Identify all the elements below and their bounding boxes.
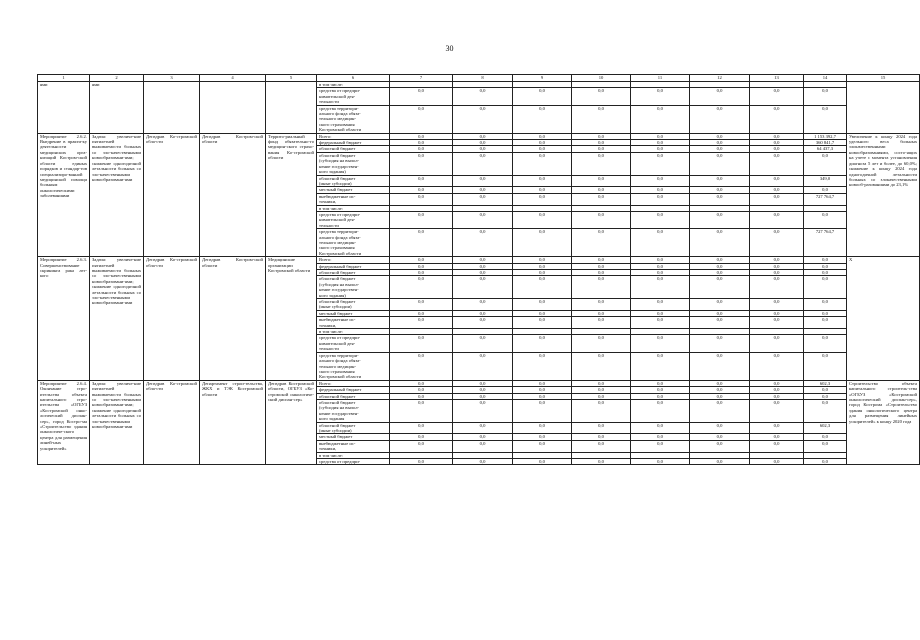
funding-value: 0,0 [572, 140, 631, 146]
col-number: 5 [266, 75, 317, 82]
funding-value: 0,0 [390, 459, 453, 465]
funding-value: 0,0 [572, 310, 631, 316]
funding-value: 0,0 [572, 459, 631, 465]
funding-value: 0,0 [690, 317, 750, 329]
col-number: 6 [317, 75, 390, 82]
funding-value: 0,0 [390, 440, 453, 452]
funding-value: 0,0 [804, 187, 847, 193]
funding-value: 0,0 [390, 335, 453, 352]
funding-value: 0,0 [453, 140, 513, 146]
funding-value: 0,0 [690, 380, 750, 386]
funding-source: средства территори- ального фонда обяза- тельного медицин- ского страхования Костромской области [317, 229, 390, 257]
col-number: 1 [38, 75, 90, 82]
funding-source: областной бюджет (иные субсидии) [317, 299, 390, 311]
page-number: 30 [445, 44, 454, 53]
funding-value: 0,0 [390, 211, 453, 228]
funding-value: 0,0 [453, 459, 513, 465]
measure-cell-c5: Депздрав Костромской области, ОГБУЗ «Ко-стромской онкологиче-ский диспан-сер» [266, 380, 317, 465]
funding-value: 0,0 [390, 193, 453, 205]
funding-source: местный бюджет [317, 310, 390, 316]
col-number: 9 [513, 75, 572, 82]
funding-value: 0,0 [804, 257, 847, 263]
funding-source: федеральный бюджет [317, 140, 390, 146]
funding-value: 0,0 [572, 133, 631, 139]
funding-value: 0,0 [631, 310, 690, 316]
funding-value: 0,0 [453, 105, 513, 133]
funding-value: 0,0 [453, 211, 513, 228]
funding-value: 0,0 [750, 335, 804, 352]
funding-value: 0,0 [690, 276, 750, 299]
funding-value: 0,0 [804, 317, 847, 329]
col-number: 14 [804, 75, 847, 82]
funding-value: 0,0 [750, 352, 804, 380]
funding-value: 0,0 [572, 422, 631, 434]
funding-value: 0,0 [804, 387, 847, 393]
funding-value: 0,0 [631, 299, 690, 311]
funding-value: 0,0 [804, 399, 847, 422]
funding-value: 0,0 [750, 434, 804, 440]
funding-value: 0,0 [631, 352, 690, 380]
funding-value: 0,0 [513, 193, 572, 205]
funding-value: 0,0 [804, 440, 847, 452]
funding-value: 0,0 [390, 175, 453, 187]
funding-value: 0,0 [631, 211, 690, 228]
funding-value: 0,0 [513, 270, 572, 276]
funding-value: 0,0 [690, 140, 750, 146]
funding-value: 0,0 [513, 257, 572, 263]
funding-value: 0,0 [804, 105, 847, 133]
funding-value: 0,0 [631, 434, 690, 440]
funding-value: 0,0 [390, 276, 453, 299]
funding-value: 0,0 [750, 257, 804, 263]
funding-source: Всего: [317, 133, 390, 139]
funding-value: 0,0 [390, 146, 453, 152]
funding-value: 0,0 [804, 299, 847, 311]
funding-value: 0,0 [750, 146, 804, 152]
funding-value: 0,0 [631, 399, 690, 422]
funding-value: 0,0 [513, 276, 572, 299]
funding-source: внебюджетные ис- точники, [317, 317, 390, 329]
funding-value: 0,0 [750, 310, 804, 316]
funding-value: 0,0 [390, 380, 453, 386]
funding-value: 0,0 [453, 310, 513, 316]
col-number: 8 [453, 75, 513, 82]
funding-value: 0,0 [690, 352, 750, 380]
funding-value: 0,0 [631, 440, 690, 452]
funding-value: 0,0 [804, 276, 847, 299]
funding-value: 0,0 [750, 422, 804, 434]
funding-value: 0,0 [750, 88, 804, 105]
funding-value: 0,0 [453, 175, 513, 187]
funding-value: 0,0 [690, 335, 750, 352]
funding-value: 1 153 392,7 [804, 133, 847, 139]
funding-value: 0,0 [453, 152, 513, 175]
funding-value: 0,0 [690, 187, 750, 193]
expected-result-cell: Увеличение к концу 2024 года удельного веса больных злокачественными новообразованиями, состо-ящих на учете с момента установления диагноза 5 лет и более, до 60,0%; снижение к концу 2024 года одногодичной летальности больных со злокачественными новооб-разованиями до 23,1% [847, 133, 920, 257]
funding-value: 0,0 [453, 146, 513, 152]
funding-source: в том числе: [317, 452, 390, 458]
funding-value: 0,0 [690, 393, 750, 399]
measure-cell-c4 [200, 82, 266, 134]
funding-value: 0,0 [572, 440, 631, 452]
funding-value: 0,0 [513, 335, 572, 352]
funding-value: 0,0 [631, 133, 690, 139]
funding-value: 0,0 [453, 399, 513, 422]
funding-value: 0,0 [690, 387, 750, 393]
funding-value: 0,0 [690, 175, 750, 187]
measure-cell-c5: Террито-риальный фонд обязательно-го медицин-ского страхо-вания Ко-стромской области [266, 133, 317, 257]
funding-value: 0,0 [453, 317, 513, 329]
funding-value: 0,0 [690, 193, 750, 205]
col-number: 7 [390, 75, 453, 82]
funding-value: 0,0 [572, 193, 631, 205]
measure-cell-c1: ями [38, 82, 90, 134]
funding-value: 0,0 [513, 440, 572, 452]
funding-source: областной бюджет (иные субсидии) [317, 175, 390, 187]
funding-value: 0,0 [453, 187, 513, 193]
funding-value: 0,0 [690, 257, 750, 263]
financing-table [37, 74, 920, 465]
funding-value: 0,0 [513, 152, 572, 175]
funding-value: 0,0 [750, 276, 804, 299]
funding-value: 0,0 [690, 88, 750, 105]
funding-value: 0,0 [572, 276, 631, 299]
funding-value: 0,0 [631, 459, 690, 465]
funding-source: средства территори- ального фонда обяза- тельного медицин- ского страхования Костромской области [317, 105, 390, 133]
funding-value: 0,0 [513, 399, 572, 422]
funding-source: областной бюджет (иные субсидии) [317, 422, 390, 434]
funding-value: 0,0 [804, 270, 847, 276]
funding-value: 0,0 [513, 88, 572, 105]
funding-value: 0,0 [750, 187, 804, 193]
col-number: 3 [144, 75, 200, 82]
funding-value: 0,0 [513, 146, 572, 152]
funding-value: 0,0 [572, 317, 631, 329]
measure-cell-c2: ями [90, 82, 144, 134]
funding-value: 0,0 [690, 299, 750, 311]
funding-value: 0,0 [690, 133, 750, 139]
funding-value: 727 764,7 [804, 193, 847, 205]
funding-value: 0,0 [750, 393, 804, 399]
funding-value: 0,0 [572, 299, 631, 311]
funding-value: 0,0 [804, 352, 847, 380]
funding-value: 0,0 [690, 211, 750, 228]
funding-value: 0,0 [804, 459, 847, 465]
funding-value: 0,0 [513, 105, 572, 133]
funding-value: 0,0 [750, 140, 804, 146]
funding-value: 0,0 [750, 105, 804, 133]
funding-source: местный бюджет [317, 434, 390, 440]
funding-value: 0,0 [631, 187, 690, 193]
funding-value: 0,0 [513, 229, 572, 257]
col-number: 4 [200, 75, 266, 82]
measure-cell-c3 [144, 82, 200, 134]
funding-value: 0,0 [750, 133, 804, 139]
funding-value: 0,0 [631, 146, 690, 152]
funding-source: Всего: [317, 380, 390, 386]
col-number: 2 [90, 75, 144, 82]
funding-value: 0,0 [572, 380, 631, 386]
funding-source: федеральный бюджет [317, 263, 390, 269]
funding-value: 0,0 [750, 299, 804, 311]
funding-value: 0,0 [513, 299, 572, 311]
funding-value: 0,0 [390, 393, 453, 399]
funding-source: средства территори- ального фонда обяза- тельного медицин- ского страхования Костромской области [317, 352, 390, 380]
funding-value: 0,0 [690, 399, 750, 422]
funding-value: 0,0 [631, 393, 690, 399]
funding-value: 0,0 [513, 387, 572, 393]
funding-value: 0,0 [631, 193, 690, 205]
funding-value: 0,0 [572, 229, 631, 257]
funding-value: 0,0 [513, 434, 572, 440]
funding-value: 0,0 [513, 263, 572, 269]
measure-cell-c5: Медицинские организации Костромской области [266, 257, 317, 381]
funding-value: 0,0 [572, 263, 631, 269]
funding-value: 0,0 [750, 399, 804, 422]
funding-value: 0,0 [631, 229, 690, 257]
col-number: 11 [631, 75, 690, 82]
measure-cell-c1: Мероприятие 2.6.2. Внедрение в практи-ку деятельности медицинских орга-низаций Костром-ской области единых порядков и стандар-тов специализиро-ванной медицинской помощи больным онкологическими заболеваниями [38, 133, 90, 257]
funding-value: 0,0 [572, 88, 631, 105]
funding-value: 0,0 [750, 387, 804, 393]
funding-value: 0,0 [390, 310, 453, 316]
funding-value: 0,0 [453, 299, 513, 311]
funding-value: 0,0 [453, 270, 513, 276]
funding-value: 0,0 [750, 152, 804, 175]
funding-value: 0,0 [453, 393, 513, 399]
funding-value: 0,0 [453, 133, 513, 139]
funding-value: 0,0 [453, 422, 513, 434]
measure-cell-c3: Депздрав Ко-стромской обла-сти [144, 380, 200, 465]
funding-value: 0,0 [631, 105, 690, 133]
funding-value: 0,0 [750, 175, 804, 187]
funding-source: областной бюджет [317, 393, 390, 399]
funding-value: 0,0 [690, 146, 750, 152]
funding-value: 0,0 [631, 140, 690, 146]
col-number: 12 [690, 75, 750, 82]
funding-value: 0,0 [750, 459, 804, 465]
funding-value: 0,0 [390, 434, 453, 440]
funding-value: 0,0 [572, 352, 631, 380]
funding-value: 0,0 [631, 263, 690, 269]
funding-value: 0,0 [631, 276, 690, 299]
funding-value: 360 841,7 [804, 140, 847, 146]
funding-value: 0,0 [750, 229, 804, 257]
funding-value: 0,0 [750, 380, 804, 386]
funding-value: 0,0 [572, 399, 631, 422]
funding-value: 0,0 [390, 317, 453, 329]
expected-result-cell: Х [847, 257, 920, 381]
funding-value: 0,0 [572, 105, 631, 133]
funding-value: 0,0 [572, 387, 631, 393]
funding-source: местный бюджет [317, 187, 390, 193]
measure-cell-c3: Депздрав Ко-стромской обла-сти [144, 133, 200, 257]
funding-value: 0,0 [390, 270, 453, 276]
funding-value: 0,0 [690, 270, 750, 276]
funding-source: областной бюджет [317, 146, 390, 152]
funding-value: 0,0 [390, 263, 453, 269]
funding-value: 0,0 [631, 422, 690, 434]
funding-value: 0,0 [453, 352, 513, 380]
funding-value: 0,0 [453, 387, 513, 393]
funding-value: 349,0 [804, 175, 847, 187]
funding-value: 0,0 [631, 175, 690, 187]
funding-value: 727 764,7 [804, 229, 847, 257]
funding-value: 0,0 [390, 229, 453, 257]
measure-cell-c3: Депздрав Ко-стромской обла-сти [144, 257, 200, 381]
funding-value: 0,0 [750, 440, 804, 452]
funding-source: средства от предпри- [317, 459, 390, 465]
funding-value: 0,0 [572, 335, 631, 352]
funding-source: средства от предпри- нимательской дея- тельности [317, 335, 390, 352]
col-number: 10 [572, 75, 631, 82]
measure-cell-c2: Задача: увеличе-ние пятилетней выживаемости больных со зло-качественными новообразовани-ями; снижение одногодичной летальности больных со зло-качественными новообразовани-ями [90, 133, 144, 257]
expected-result-cell: Строительство объекта капитального строитель-ства «ОГБУЗ «Костромской онкологический диспан-сер», город Кострома «Строительство здания онкологического центра для размещения линейных ускорителей» к концу 2020 года [847, 380, 920, 465]
funding-value: 0,0 [631, 257, 690, 263]
funding-value: 0,0 [513, 310, 572, 316]
funding-value: 0,0 [513, 133, 572, 139]
measure-cell-c1: Мероприятие 2.6.4. Окончание стро-ительства объекта капитального стро-ительства «ОГБУЗ «Костромской онко-логический диспан-сер», город Костро-ма «Строительство здания онкологиче-ского центра для размещения линей-ных ускорителей» [38, 380, 90, 465]
expected-result-cell [847, 82, 920, 134]
funding-value: 0,0 [572, 175, 631, 187]
funding-value: 0,0 [804, 310, 847, 316]
funding-value: 0,0 [513, 422, 572, 434]
funding-value: 0,0 [513, 140, 572, 146]
funding-value: 0,0 [390, 140, 453, 146]
funding-value: 0,0 [513, 393, 572, 399]
measure-cell-c5 [266, 82, 317, 134]
funding-source: средства от предпри- нимательской дея- тельности [317, 211, 390, 228]
funding-value: 0,0 [804, 152, 847, 175]
funding-value: 0,0 [572, 211, 631, 228]
funding-value: 0,0 [804, 434, 847, 440]
funding-value: 0,0 [513, 317, 572, 329]
funding-value: 0,0 [690, 459, 750, 465]
funding-value: 0,0 [631, 380, 690, 386]
measure-cell-c4: Департамент строи-тельства, ЖКХ и ТЭК Костромской области [200, 380, 266, 465]
funding-value: 0,0 [390, 352, 453, 380]
funding-value: 0,0 [390, 105, 453, 133]
funding-value: 0,0 [513, 459, 572, 465]
funding-value: 0,0 [572, 152, 631, 175]
table-body [38, 75, 920, 465]
funding-value: 0,0 [690, 152, 750, 175]
funding-value: 0,0 [513, 352, 572, 380]
measure-cell-c2: Задача: увеличе-ние пятилетней выживаемости больных со зло-качественными новообразовани-ями; снижение одногодичной летальности больных со зло-качественными новообразовани-ями [90, 380, 144, 465]
funding-value: 0,0 [572, 393, 631, 399]
funding-value: 0,0 [453, 263, 513, 269]
funding-value: 0,0 [390, 88, 453, 105]
funding-value: 0,0 [390, 422, 453, 434]
funding-value: 0,0 [453, 380, 513, 386]
funding-value: 0,0 [690, 422, 750, 434]
funding-value: 0,0 [804, 211, 847, 228]
funding-value: 0,0 [631, 387, 690, 393]
funding-source: средства от предпри- нимательской дея- тельности [317, 88, 390, 105]
funding-value: 0,0 [513, 211, 572, 228]
funding-value: 0,0 [453, 193, 513, 205]
funding-value: 0,0 [572, 146, 631, 152]
measure-cell-c1: Мероприятие 2.6.3. Совершенствование скрининга рака лег-кого [38, 257, 90, 381]
funding-value: 0,0 [631, 335, 690, 352]
funding-value: 0,0 [453, 276, 513, 299]
funding-source: областной бюджет [317, 270, 390, 276]
funding-value: 0,0 [453, 229, 513, 257]
measure-cell-c4: Депздрав Костром-ской области [200, 257, 266, 381]
funding-value: 0,0 [572, 187, 631, 193]
funding-source: в том числе: [317, 82, 390, 88]
funding-value: 64 437,3 [804, 146, 847, 152]
funding-value: 0,0 [390, 257, 453, 263]
funding-source: внебюджетные ис- точники, [317, 440, 390, 452]
funding-value: 0,0 [690, 263, 750, 269]
funding-source: областной бюджет (субсидия на выпол- нение государствен- ного задания) [317, 276, 390, 299]
funding-value: 0,0 [750, 211, 804, 228]
funding-source: федеральный бюджет [317, 387, 390, 393]
funding-value: 0,0 [631, 152, 690, 175]
funding-value: 0,0 [631, 88, 690, 105]
funding-value: 0,0 [690, 229, 750, 257]
funding-value: 0,0 [513, 175, 572, 187]
funding-value: 0,0 [631, 317, 690, 329]
funding-value: 0,0 [572, 257, 631, 263]
funding-source: областной бюджет (субсидия на выпол- нение государствен- ного задания [317, 399, 390, 422]
funding-value: 0,0 [631, 270, 690, 276]
funding-value: 0,0 [804, 88, 847, 105]
funding-value: 0,0 [690, 440, 750, 452]
funding-value: 0,0 [690, 310, 750, 316]
funding-source: внебюджетные ис- точники, [317, 193, 390, 205]
funding-value: 0,0 [690, 434, 750, 440]
funding-source: в том числе: [317, 205, 390, 211]
funding-value: 0,0 [750, 270, 804, 276]
funding-value: 602,3 [804, 380, 847, 386]
column-number-row [38, 75, 920, 82]
funding-value: 0,0 [453, 335, 513, 352]
funding-value: 0,0 [390, 152, 453, 175]
funding-value: 602,3 [804, 422, 847, 434]
funding-value: 0,0 [690, 105, 750, 133]
funding-value: 0,0 [804, 335, 847, 352]
funding-value: 0,0 [513, 380, 572, 386]
funding-value: 0,0 [453, 440, 513, 452]
funding-value: 0,0 [750, 317, 804, 329]
funding-value: 0,0 [750, 193, 804, 205]
funding-value: 0,0 [453, 257, 513, 263]
funding-value: 0,0 [390, 299, 453, 311]
funding-value: 0,0 [390, 187, 453, 193]
col-number: 13 [750, 75, 804, 82]
funding-value: 0,0 [453, 434, 513, 440]
measure-cell-c2: Задача: увеличе-ние пятилетней выживаемости больных со зло-качественными новообразовани-ями; снижение одногодичной летальности больных со зло-качественными новообразовани-ями [90, 257, 144, 381]
funding-value: 0,0 [804, 393, 847, 399]
funding-value: 0,0 [804, 263, 847, 269]
measure-cell-c4: Депздрав Костром-ской области [200, 133, 266, 257]
funding-value: 0,0 [572, 434, 631, 440]
funding-value: 0,0 [390, 133, 453, 139]
funding-value: 0,0 [572, 270, 631, 276]
funding-source: областной бюджет (субсидия на выпол- нение государствен- ного задания) [317, 152, 390, 175]
funding-value: 0,0 [513, 187, 572, 193]
funding-source: Всего: [317, 257, 390, 263]
funding-value: 0,0 [390, 399, 453, 422]
col-number: 15 [847, 75, 920, 82]
funding-value: 0,0 [390, 387, 453, 393]
funding-value: 0,0 [453, 88, 513, 105]
funding-source: в том числе: [317, 329, 390, 335]
funding-value: 0,0 [750, 263, 804, 269]
